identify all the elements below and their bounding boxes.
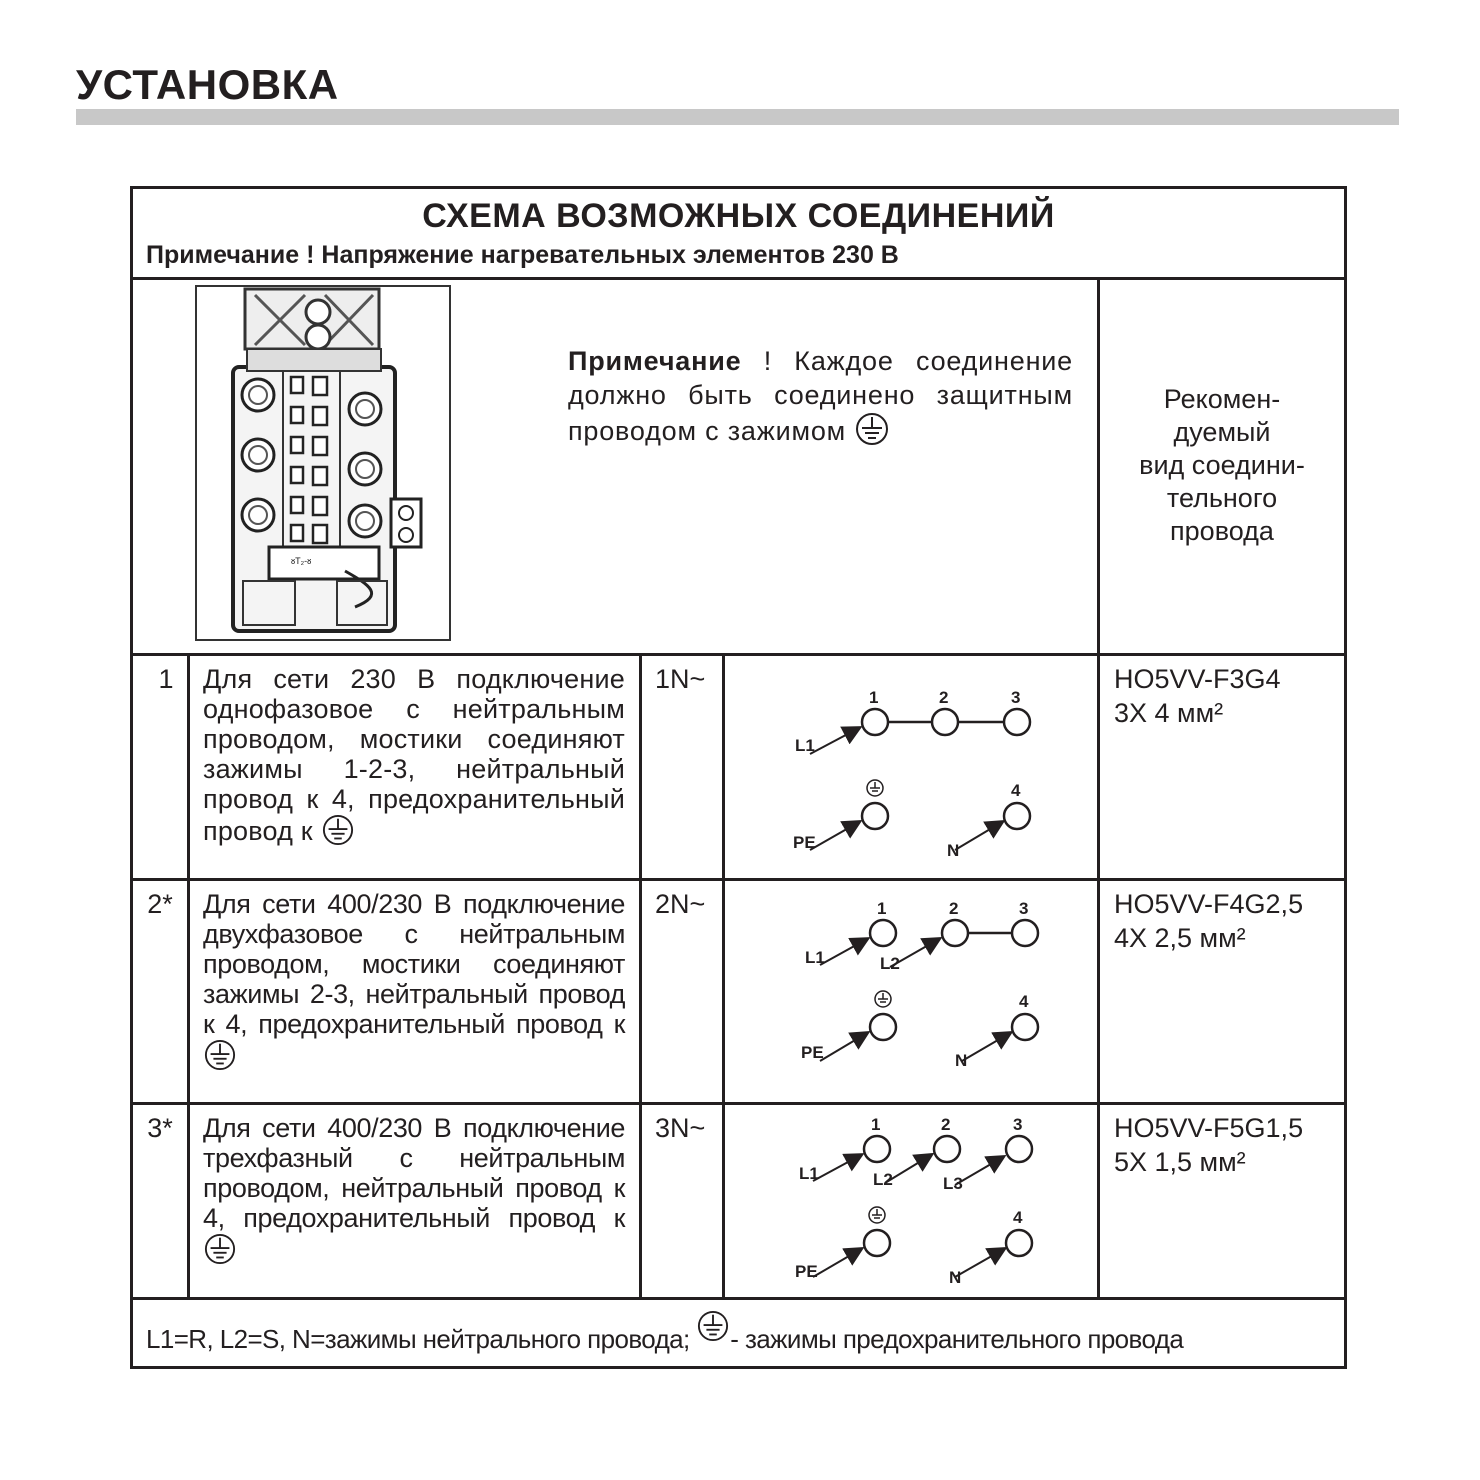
wire-N: N	[955, 1051, 968, 1070]
wire-L1: L1	[805, 948, 825, 967]
ground-note-bold: Примечание	[568, 346, 742, 376]
row-cable-spec: 3X 4 мм²	[1114, 698, 1224, 728]
recommended-cable-header: Рекомен- дуемый вид соедини- тельного провода	[1139, 384, 1305, 546]
wire-PE: PE	[793, 833, 816, 852]
wire-L3: L3	[943, 1174, 963, 1193]
row-phase: 2N~	[655, 889, 706, 919]
terminal-4: 4	[1019, 992, 1029, 1011]
terminal-2: 2	[941, 1115, 951, 1134]
scheme-note: Примечание ! Напряжение нагревательных элементов 230 В	[146, 241, 899, 269]
wire-L2: L2	[880, 954, 900, 973]
row-phase: 1N~	[655, 664, 706, 694]
rule-after-heading	[130, 277, 1347, 280]
terminal-4: 4	[1011, 781, 1021, 800]
terminal-block-image	[195, 285, 451, 641]
row-cable-model: HO5VV-F3G4	[1114, 664, 1281, 694]
row-number: 3*	[147, 1113, 173, 1143]
row-cable-model: HO5VV-F4G2,5	[1114, 889, 1304, 919]
ground-icon	[867, 780, 883, 796]
legend-left: L1=R, L2=S, N=зажимы нейтрального провода;	[146, 1324, 690, 1354]
ground-icon	[869, 1207, 885, 1223]
table-border-left	[130, 186, 133, 1369]
ground-icon	[696, 1306, 730, 1360]
scheme-heading: СХЕМА ВОЗМОЖНЫХ СОЕДИНЕНИЙ	[422, 197, 1055, 235]
terminal-2: 2	[949, 899, 959, 918]
legend	[146, 1312, 1183, 1366]
row-description-text: Для сети 400/230 В подключение двухфазовое с нейтральным проводом, мостики соединяют зажимы 2-3, нейтральный провод к 4, предохранительный провод к	[203, 889, 625, 1039]
table-border-right	[1344, 186, 1347, 1369]
wiring-diagram-1N	[725, 656, 1097, 878]
row-cable-spec: 4X 2,5 мм²	[1114, 923, 1246, 953]
wire-L2: L2	[873, 1170, 893, 1189]
terminal-block-drawing	[195, 285, 451, 641]
row-number: 1	[158, 664, 174, 694]
terminal-2: 2	[939, 688, 949, 707]
wire-N: N	[949, 1268, 962, 1287]
terminal-1: 1	[869, 688, 879, 707]
page-title: УСТАНОВКА	[76, 61, 339, 108]
wire-N: N	[947, 841, 960, 860]
ground-icon	[854, 412, 890, 454]
row-cable-spec: 5X 1,5 мм²	[1114, 1147, 1246, 1177]
ground-note-text: ! Каждое соединение должно быть соединено защитным проводом с зажимом	[568, 346, 1073, 447]
wiring-diagram-3N	[725, 1105, 1097, 1299]
terminal-3: 3	[1019, 899, 1029, 918]
ground-icon	[875, 991, 891, 1007]
col-rule-desc	[639, 653, 642, 1299]
terminal-3: 3	[1011, 688, 1021, 707]
connection-scheme-table	[130, 186, 1347, 1369]
col-rule-num	[187, 653, 190, 1299]
row-cable-model: HO5VV-F5G1,5	[1114, 1113, 1304, 1143]
terminal-3: 3	[1013, 1115, 1023, 1134]
wire-L1: L1	[795, 736, 815, 755]
row-description-text: Для сети 400/230 В подключение трехфазный с нейтральным проводом, нейтральный провод к 4, предохранительный провод к	[203, 1113, 625, 1233]
row-description	[203, 664, 625, 852]
terminal-4: 4	[1013, 1208, 1023, 1227]
wire-PE: PE	[795, 1262, 818, 1281]
terminal-1: 1	[877, 899, 887, 918]
table-border-bottom	[130, 1366, 1347, 1369]
row-description	[203, 1113, 625, 1271]
row-description	[203, 889, 625, 1077]
row-phase: 3N~	[655, 1113, 706, 1143]
ground-icon	[321, 814, 355, 852]
title-rule	[76, 109, 1399, 125]
ground-note	[568, 344, 1073, 454]
row-number: 2*	[147, 889, 173, 919]
block-label: ᴕT₂-ᴕ	[291, 556, 312, 566]
legend-right: - зажимы предохранительного провода	[730, 1324, 1184, 1354]
wire-PE: PE	[801, 1043, 824, 1062]
ground-icon	[203, 1233, 237, 1271]
table-border-top	[130, 186, 1347, 189]
row-description-text: Для сети 230 В подключение однофазовое с нейтральным проводом, мостики соединяют зажимы 1-2-3, нейтральный провод к 4, предохранительный провод к	[203, 664, 625, 847]
terminal-1: 1	[871, 1115, 881, 1134]
wiring-diagram-2N	[725, 881, 1097, 1103]
wire-L1: L1	[799, 1164, 819, 1183]
ground-icon	[203, 1039, 237, 1077]
